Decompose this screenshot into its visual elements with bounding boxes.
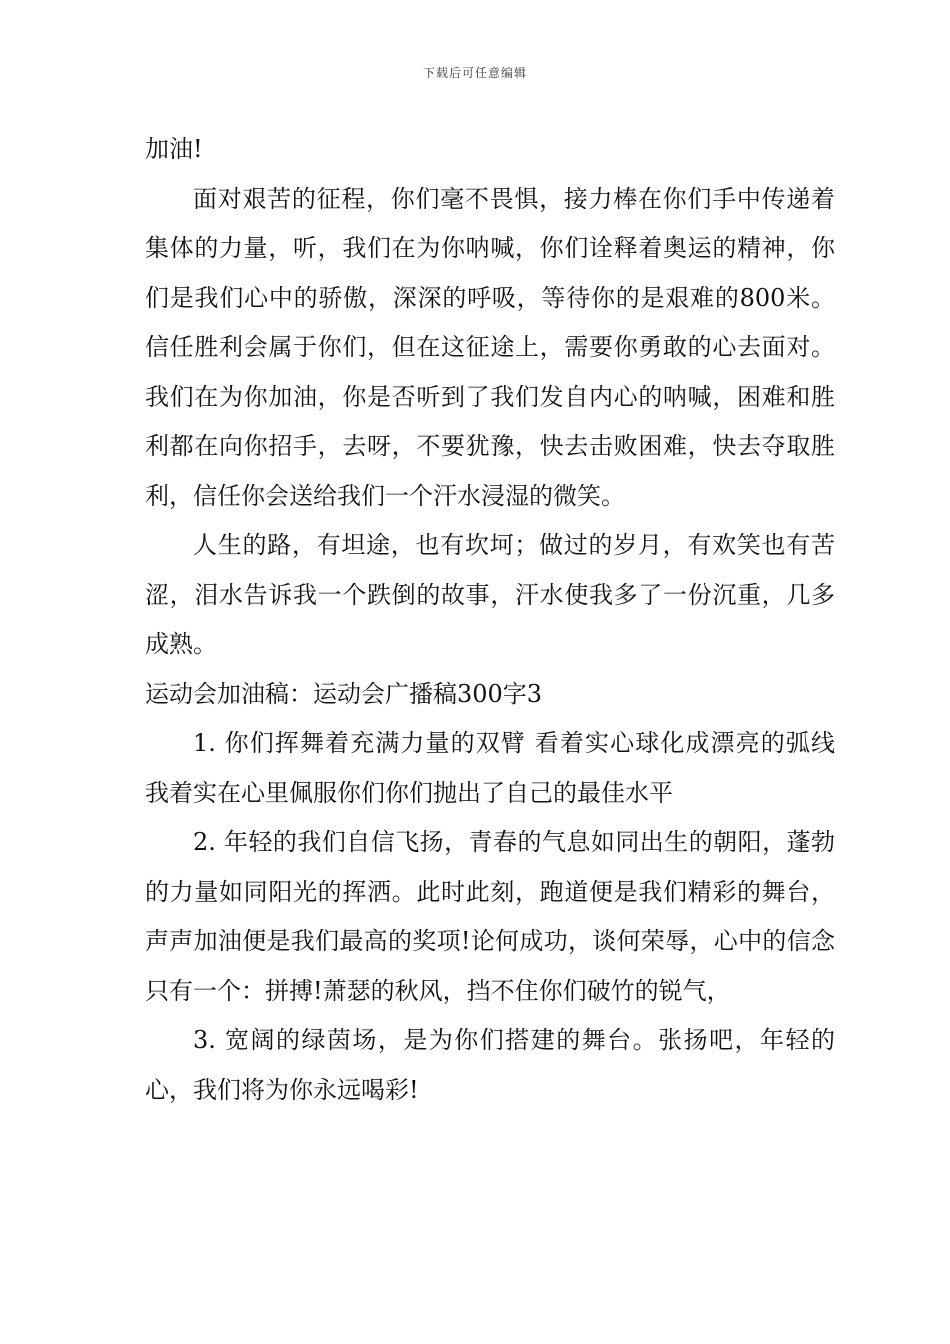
section-heading: 运动会加油稿：运动会广播稿300字3: [145, 679, 543, 708]
document-body: [145, 125, 835, 1115]
list-item-3: 3. 宽阔的绿茵场，是为你们搭建的舞台。张扬吧，年轻的心，我们将为你永远喝彩!: [145, 1026, 835, 1104]
paragraph-continuation: 加油!: [145, 135, 203, 163]
paragraph-800m: 面对艰苦的征程，你们毫不畏惧，接力棒在你们手中传递着集体的力量，听，我们在为你呐喊，你们诠释着奥运的精神，你们是我们心中的骄傲，深深的呼吸，等待你的是艰难的800米。信任胜利会属于你们，但在这征途上，需要你勇敢的心去面对。我们在为你加油，你是否听到了我们发自内心的呐喊，困难和胜利都在向你招手，去呀，不要犹豫，快去击败困难，快去夺取胜利，信任你会送给我们一个汗水浸湿的微笑。: [145, 184, 835, 510]
paragraph-life-road: 人生的路，有坦途，也有坎坷；做过的岁月，有欢笑也有苦涩，泪水告诉我一个跌倒的故事，汗水使我多了一份沉重，几多成熟。: [145, 531, 835, 658]
list-item-2: 2. 年轻的我们自信飞扬，青春的气息如同出生的朝阳，蓬勃的力量如同阳光的挥洒。此时此刻，跑道便是我们精彩的舞台，声声加油便是我们最高的奖项!论何成功，谈何荣辱，心中的信念只有一个：拼搏!萧瑟的秋风，挡不住你们破竹的锐气，: [145, 828, 835, 1005]
list-item-1: 1. 你们挥舞着充满力量的双臂 看着实心球化成漂亮的弧线 我着实在心里佩服你们你们抛出了自己的最佳水平: [145, 729, 835, 807]
page-header: 下载后可任意编辑: [422, 66, 527, 80]
